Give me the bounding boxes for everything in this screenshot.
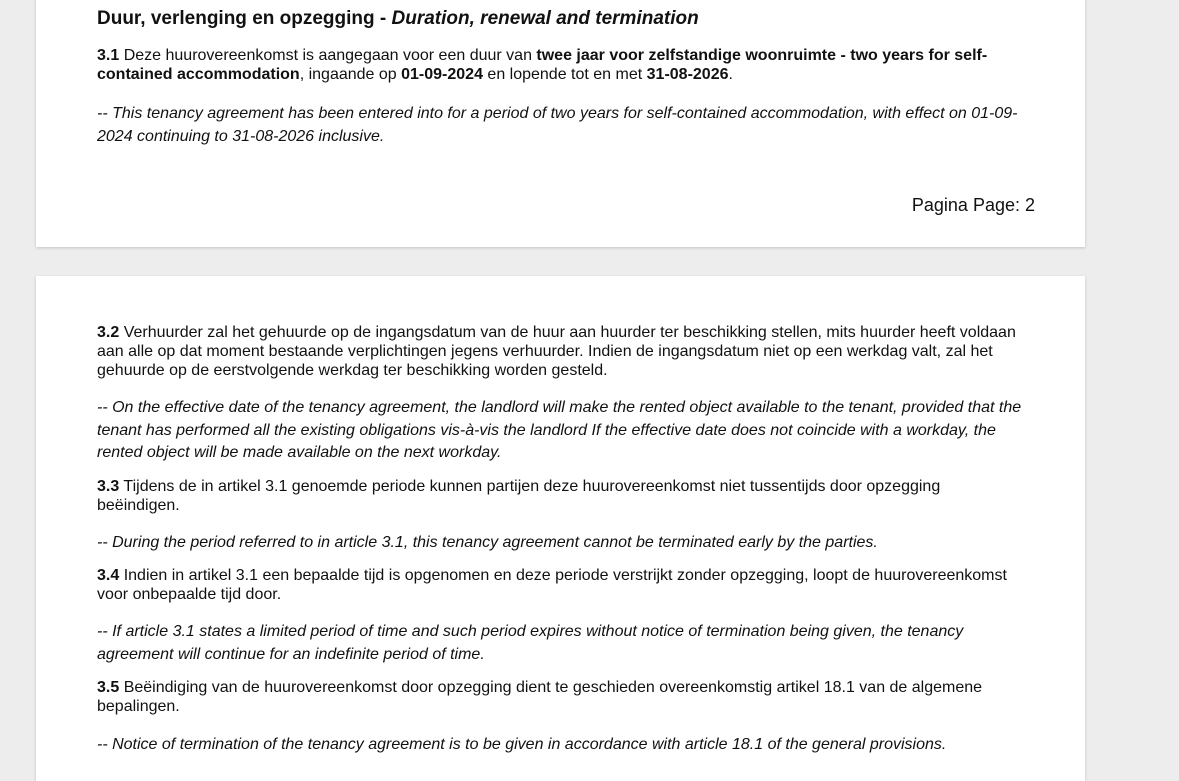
article-number: 3.2 — [97, 324, 120, 341]
end-date: 31-08-2026 — [646, 66, 729, 83]
article-3-3-en: -- During the period referred to in article 3.1, this tenancy agreement cannot be terminated early by the parties. — [97, 533, 878, 551]
article-number: 3.3 — [97, 477, 120, 495]
section-title-en: Duration, renewal and termination — [391, 8, 699, 29]
section-title — [97, 8, 1027, 30]
article-3-2-nl — [97, 323, 1027, 380]
document-page-1 — [36, 0, 1085, 247]
page-number: Pagina Page: 2 — [911, 195, 1035, 215]
article-3-4-en: -- If article 3.1 states a limited period of time and such period expires without notice of termination being given, the tenancy agreement will continue for an indefinite period of time. — [97, 623, 964, 663]
article-text: . — [728, 66, 733, 83]
article-3-3-nl — [97, 477, 1027, 515]
article-text: en lopende tot en met — [482, 66, 647, 83]
article-number: 3.4 — [97, 567, 120, 584]
start-date: 01-09-2024 — [401, 66, 483, 83]
page1-content — [97, 8, 1027, 148]
section-title-nl: Duur, verlenging en opzegging - — [97, 8, 392, 29]
article-text: Deze huurovereenkomst is aangegaan voor een duur van — [119, 47, 537, 64]
article-3-4-nl — [97, 566, 1027, 604]
article-text: Beëindiging van de huurovereenkomst door opzegging dient te geschieden overeenkomstig artikel 18.1 van de algemene bepalingen. — [97, 679, 983, 715]
article-text: Tijdens de in artikel 3.1 genoemde periode kunnen partijen deze huurovereenkomst niet tussentijds door opzegging beëindigen. — [97, 477, 941, 514]
article-3-1-nl — [97, 46, 1027, 84]
article-3-5-en: -- Notice of termination of the tenancy agreement is to be given in accordance with article 18.1 of the general provisions. — [97, 736, 947, 753]
article-text: , ingaande op — [299, 66, 402, 83]
article-text: Verhuurder zal het gehuurde op de ingangsdatum van de huur aan huurder ter beschikking stellen, mits huurder heeft voldaan aan alle op dat moment bestaande verplichtingen jegens verhuurder. Indien de ingangsdatum niet op een werkdag valt, zal het gehuurde op de eerstvolgende werkdag ter beschikking worden gesteld. — [97, 324, 1016, 379]
article-number: 3.5 — [97, 679, 120, 696]
article-3-5-nl — [97, 678, 1027, 716]
article-text: Indien in artikel 3.1 een bepaalde tijd is opgenomen en deze periode verstrijkt zonder opzegging, loopt de huurovereenkomst voor onbepaalde tijd door. — [97, 567, 1007, 603]
article-3-2-en: -- On the effective date of the tenancy agreement, the landlord will make the rented object available to the tenant, provided that the tenant has performed all the existing obligations vis-à-vis the landlord If the effective date does not coincide with a workday, the rented object will be made available on the next workday. — [97, 399, 1022, 461]
article-bold-term: twee jaar voor zelfstandige woonruimte - two years for self-contained accommodation — [97, 47, 988, 83]
document-page-2 — [36, 276, 1085, 781]
article-3-1-en: -- This tenancy agreement has been entered into for a period of two years for self-contained accommodation, with effect on 01-09-2024 continuing to 31-08-2026 inclusive. — [97, 105, 1018, 145]
page2-content — [97, 323, 1027, 757]
article-number: 3.1 — [97, 47, 120, 64]
